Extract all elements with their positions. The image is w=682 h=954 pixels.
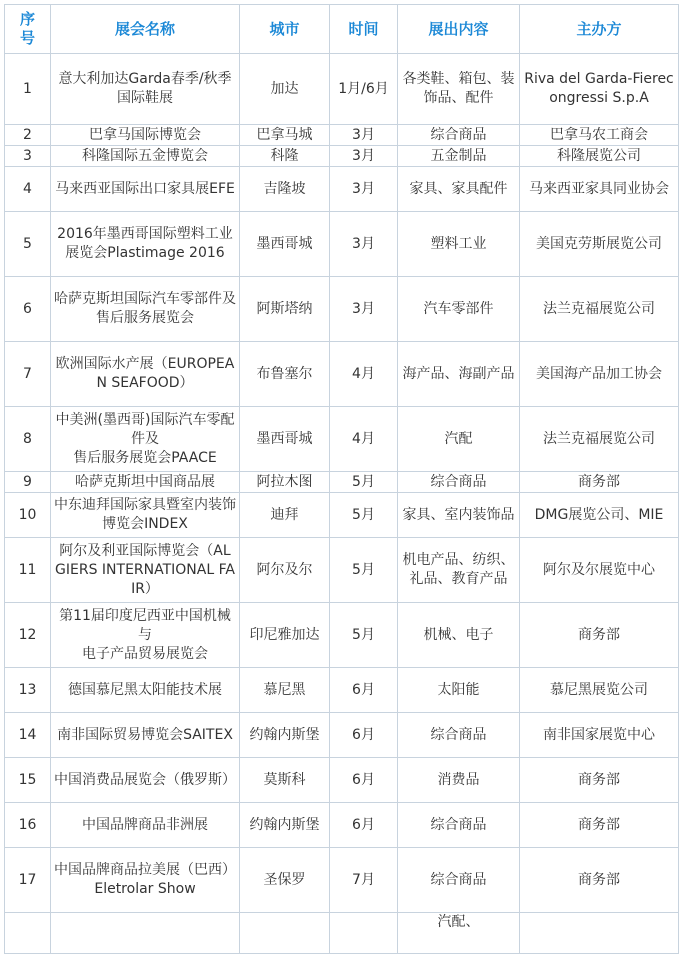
cell-name: 中国品牌商品非洲展: [51, 803, 240, 848]
cell-index: 12: [5, 603, 51, 668]
cell-index: 13: [5, 668, 51, 713]
table-row: [5, 54, 679, 125]
cell-organizer: 马来西亚家具同业协会: [520, 167, 679, 212]
cell-index: 16: [5, 803, 51, 848]
cell-name: 巴拿马国际博览会: [51, 125, 240, 146]
cell-name: 德国慕尼黑太阳能技术展: [51, 668, 240, 713]
cell-city: 墨西哥城: [240, 212, 330, 277]
cell-name: 哈萨克斯坦国际汽车零部件及 售后服务展览会: [51, 277, 240, 342]
cell-time: 5月: [330, 603, 398, 668]
table-row: [5, 668, 679, 713]
cell-organizer: 商务部: [520, 758, 679, 803]
table-row: [5, 125, 679, 146]
cell-content: 塑料工业: [398, 212, 520, 277]
cell-content: 消费品: [398, 758, 520, 803]
cell-organizer: 法兰克福展览公司: [520, 407, 679, 472]
cell-time: 3月: [330, 212, 398, 277]
cell-content: 综合商品: [398, 848, 520, 913]
cell-index: 4: [5, 167, 51, 212]
cell-content: 机械、电子: [398, 603, 520, 668]
cell-index: 9: [5, 472, 51, 493]
cell-time: 3月: [330, 146, 398, 167]
table-row: [5, 758, 679, 803]
cell-time: 4月: [330, 407, 398, 472]
cell-city: 迪拜: [240, 493, 330, 538]
cell-city: 阿尔及尔: [240, 538, 330, 603]
cell-time: 6月: [330, 713, 398, 758]
cell-index: 2: [5, 125, 51, 146]
cell-time: 3月: [330, 277, 398, 342]
cell-name: 中美洲(墨西哥)国际汽车零配件及 售后服务展览会PAACE: [51, 407, 240, 472]
table-row: [5, 472, 679, 493]
cell-content: 汽车零部件: [398, 277, 520, 342]
cell-organizer: 美国海产品加工协会: [520, 342, 679, 407]
table-row: [5, 277, 679, 342]
cell-organizer: [520, 913, 679, 954]
cell-organizer: 商务部: [520, 603, 679, 668]
cell-content: 综合商品: [398, 125, 520, 146]
cell-organizer: 美国克劳斯展览公司: [520, 212, 679, 277]
cell-index: 17: [5, 848, 51, 913]
cell-city: 圣保罗: [240, 848, 330, 913]
cell-content: 太阳能: [398, 668, 520, 713]
cell-name: 中国品牌商品拉美展（巴西） Eletrolar Show: [51, 848, 240, 913]
header-index: 序 号: [5, 5, 51, 54]
cell-content: 综合商品: [398, 803, 520, 848]
cell-name: 2016年墨西哥国际塑料工业展览会Plastimage 2016: [51, 212, 240, 277]
cell-name: 南非国际贸易博览会SAITEX: [51, 713, 240, 758]
cell-content: 五金制品: [398, 146, 520, 167]
cell-organizer: 科隆展览公司: [520, 146, 679, 167]
cell-index: 3: [5, 146, 51, 167]
cell-time: 3月: [330, 167, 398, 212]
header-name: 展会名称: [51, 5, 240, 54]
cell-content: 机电产品、纺织、礼品、教育产品: [398, 538, 520, 603]
cell-index: 10: [5, 493, 51, 538]
cell-city: 加达: [240, 54, 330, 125]
cell-organizer: 巴拿马农工商会: [520, 125, 679, 146]
header-organizer: 主办方: [520, 5, 679, 54]
table-row: [5, 146, 679, 167]
cell-city: 科隆: [240, 146, 330, 167]
cell-time: 5月: [330, 538, 398, 603]
cell-time: 7月: [330, 848, 398, 913]
cell-city: 布鲁塞尔: [240, 342, 330, 407]
cell-index: 15: [5, 758, 51, 803]
cell-name: 中国消费品展览会（俄罗斯）: [51, 758, 240, 803]
cell-index: 14: [5, 713, 51, 758]
cell-index: 1: [5, 54, 51, 125]
cell-city: 吉隆坡: [240, 167, 330, 212]
cell-name: 中东迪拜国际家具暨室内装饰博览会INDEX: [51, 493, 240, 538]
cell-index: 7: [5, 342, 51, 407]
cell-name: 马来西亚国际出口家具展EFE: [51, 167, 240, 212]
cell-time: 3月: [330, 125, 398, 146]
cell-time: 6月: [330, 668, 398, 713]
cell-time: 5月: [330, 493, 398, 538]
cell-organizer: 商务部: [520, 848, 679, 913]
cell-name: 哈萨克斯坦中国商品展: [51, 472, 240, 493]
cell-name: 阿尔及利亚国际博览会（ALGIERS INTERNATIONAL FAIR）: [51, 538, 240, 603]
cell-time: 6月: [330, 803, 398, 848]
cell-organizer: 法兰克福展览公司: [520, 277, 679, 342]
cell-organizer: 慕尼黑展览公司: [520, 668, 679, 713]
cell-city: [240, 913, 330, 954]
cell-index: 5: [5, 212, 51, 277]
header-content: 展出内容: [398, 5, 520, 54]
cell-content: 海产品、海副产品: [398, 342, 520, 407]
cell-content: 综合商品: [398, 713, 520, 758]
cell-city: 墨西哥城: [240, 407, 330, 472]
header-time: 时间: [330, 5, 398, 54]
cell-index: 11: [5, 538, 51, 603]
header-row: [5, 5, 679, 54]
cell-index: 6: [5, 277, 51, 342]
cell-time: [330, 913, 398, 954]
cell-city: 约翰内斯堡: [240, 713, 330, 758]
cell-name: 欧洲国际水产展（EUROPEAN SEAFOOD）: [51, 342, 240, 407]
table-row: [5, 713, 679, 758]
cell-index: [5, 913, 51, 954]
table-row: [5, 342, 679, 407]
cell-organizer: Riva del Garda-Fierecongressi S.p.A: [520, 54, 679, 125]
cell-name: 第11届印度尼西亚中国机械与 电子产品贸易展览会: [51, 603, 240, 668]
cell-city: 莫斯科: [240, 758, 330, 803]
cell-city: 阿斯塔纳: [240, 277, 330, 342]
header-city: 城市: [240, 5, 330, 54]
cell-city: 印尼雅加达: [240, 603, 330, 668]
table-row: [5, 407, 679, 472]
table-row: [5, 212, 679, 277]
cell-city: 约翰内斯堡: [240, 803, 330, 848]
cell-organizer: 商务部: [520, 803, 679, 848]
cell-time: 4月: [330, 342, 398, 407]
cell-time: 6月: [330, 758, 398, 803]
cell-content: 综合商品: [398, 472, 520, 493]
cell-content: 家具、家具配件: [398, 167, 520, 212]
cell-city: 慕尼黑: [240, 668, 330, 713]
cell-name: 科隆国际五金博览会: [51, 146, 240, 167]
cell-name: 意大利加达Garda春季/秋季国际鞋展: [51, 54, 240, 125]
table-row: [5, 848, 679, 913]
cell-content: 汽配: [398, 407, 520, 472]
table-row: [5, 913, 679, 954]
cell-name: [51, 913, 240, 954]
cell-city: 巴拿马城: [240, 125, 330, 146]
table-row: [5, 603, 679, 668]
cell-organizer: DMG展览公司、MIE: [520, 493, 679, 538]
exhibition-table: [4, 4, 679, 954]
cell-time: 5月: [330, 472, 398, 493]
cell-content: 各类鞋、箱包、装饰品、配件: [398, 54, 520, 125]
cell-time: 1月/6月: [330, 54, 398, 125]
cell-content: 汽配、: [398, 913, 520, 954]
cell-organizer: 南非国家展览中心: [520, 713, 679, 758]
cell-index: 8: [5, 407, 51, 472]
table-row: [5, 538, 679, 603]
cell-content: 家具、室内装饰品: [398, 493, 520, 538]
cell-organizer: 商务部: [520, 472, 679, 493]
cell-city: 阿拉木图: [240, 472, 330, 493]
cell-organizer: 阿尔及尔展览中心: [520, 538, 679, 603]
table-row: [5, 167, 679, 212]
table-row: [5, 493, 679, 538]
table-row: [5, 803, 679, 848]
